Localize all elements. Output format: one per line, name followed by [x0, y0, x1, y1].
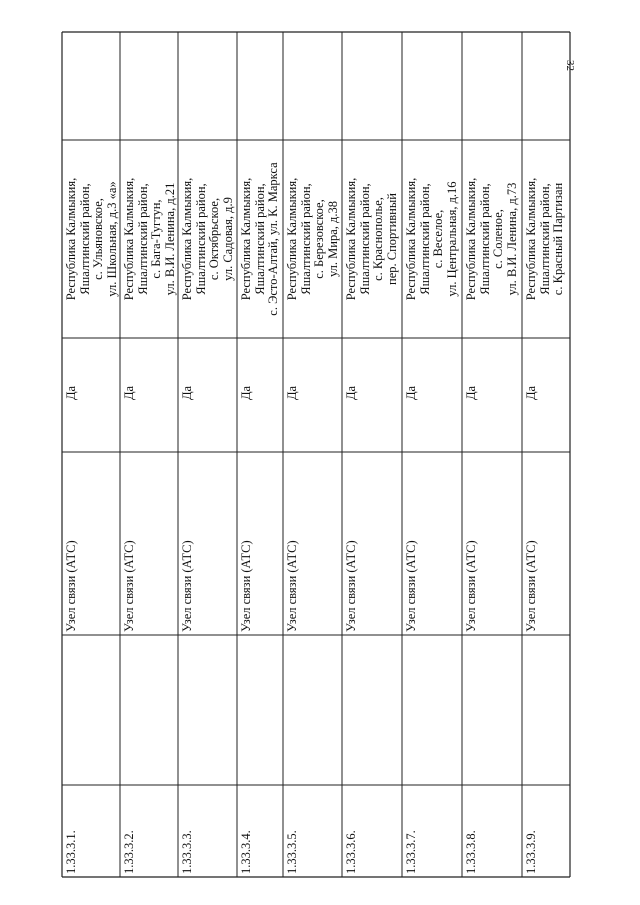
address-line: с. Бага-Тугтун,: [149, 199, 164, 279]
address-line: Яшалтинский район,: [135, 183, 150, 295]
row-address: [286, 142, 340, 336]
address-line: Республика Калмыкия,: [404, 177, 418, 301]
row-object-name: Узел связи (АТС): [122, 540, 136, 632]
row-address: [525, 142, 566, 336]
row-address: [181, 142, 235, 336]
row-object-name: Узел связи (АТС): [180, 540, 194, 632]
row-code: 1.33.3.7.: [404, 830, 418, 874]
address-line: Республика Калмыкия,: [122, 177, 136, 301]
address-line: Яшалтинский район,: [77, 183, 92, 295]
row-object-name: Узел связи (АТС): [64, 540, 78, 632]
row-object-name: Узел связи (АТС): [464, 540, 478, 632]
address-line: Яшалтинский район,: [252, 183, 267, 295]
row-flag: Да: [122, 385, 136, 400]
address-line: ул. В.И. Ленина, д.21: [162, 182, 177, 296]
row-flag: Да: [285, 385, 299, 400]
address-line: Яшалтинский район,: [357, 183, 372, 295]
address-line: с. Ульяновское,: [91, 198, 106, 280]
row-code: 1.33.3.6.: [344, 830, 358, 874]
address-line: Республика Калмыкия,: [64, 177, 78, 301]
address-line: с. Веселое,: [431, 209, 446, 269]
address-line: ул. Школьная, д.3 «а»: [104, 181, 119, 297]
address-line: Республика Калмыкия,: [285, 177, 299, 301]
row-flag: Да: [64, 385, 78, 400]
row-code: 1.33.3.8.: [464, 830, 478, 874]
row-address: [405, 142, 459, 336]
address-line: Яшалтинский район,: [477, 183, 492, 295]
row-address: [123, 142, 177, 336]
row-object-name: Узел связи (АТС): [344, 540, 358, 632]
address-line: Республика Калмыкия,: [180, 177, 194, 301]
row-flag: Да: [180, 385, 194, 400]
row-flag: Да: [239, 385, 253, 400]
address-line: с. Эсто-Алтай, ул. К. Маркса: [266, 162, 281, 316]
row-flag: Да: [524, 385, 538, 400]
address-line: Яшалтинский район,: [298, 183, 313, 295]
address-line: Республика Калмыкия,: [344, 177, 358, 301]
row-flag: Да: [404, 385, 418, 400]
row-code: 1.33.3.5.: [285, 830, 299, 874]
page-number: 32: [564, 60, 576, 71]
address-line: пер. Спортивный: [384, 193, 399, 285]
address-line: ул. Мира, д.38: [325, 200, 340, 278]
row-code: 1.33.3.3.: [180, 830, 194, 874]
row-code: 1.33.3.1.: [64, 830, 78, 874]
address-line: Республика Калмыкия,: [239, 177, 253, 301]
address-line: с. Октябрьское,: [207, 197, 222, 281]
address-line: ул. Садовая, д.9: [220, 197, 235, 281]
address-line: ул. Центральная, д.16: [444, 181, 459, 297]
row-object-name: Узел связи (АТС): [404, 540, 418, 632]
row-address: [240, 142, 281, 336]
row-object-name: Узел связи (АТС): [239, 540, 253, 632]
address-line: Яшалтинский район,: [537, 183, 552, 295]
address-line: с. Соленое,: [491, 209, 506, 269]
address-line: Яшалтинский район,: [193, 183, 208, 295]
row-code: 1.33.3.2.: [122, 830, 136, 874]
row-address: [465, 142, 519, 336]
row-code: 1.33.3.4.: [239, 830, 253, 874]
address-line: с. Краснополье,: [371, 197, 386, 281]
row-flag: Да: [464, 385, 478, 400]
row-object-name: Узел связи (АТС): [285, 540, 299, 632]
address-line: с. Березовское,: [312, 199, 327, 279]
address-line: ул. В.И. Ленина, д.73: [504, 182, 519, 296]
address-line: Республика Калмыкия,: [464, 177, 478, 301]
address-line: Яшалтинский район,: [417, 183, 432, 295]
row-flag: Да: [344, 385, 358, 400]
row-object-name: Узел связи (АТС): [524, 540, 538, 632]
address-line: Республика Калмыкия,: [524, 177, 538, 301]
row-address: [65, 142, 119, 336]
row-address: [345, 142, 399, 336]
address-line: с. Красный Партизан: [551, 182, 566, 296]
row-code: 1.33.3.9.: [524, 830, 538, 874]
